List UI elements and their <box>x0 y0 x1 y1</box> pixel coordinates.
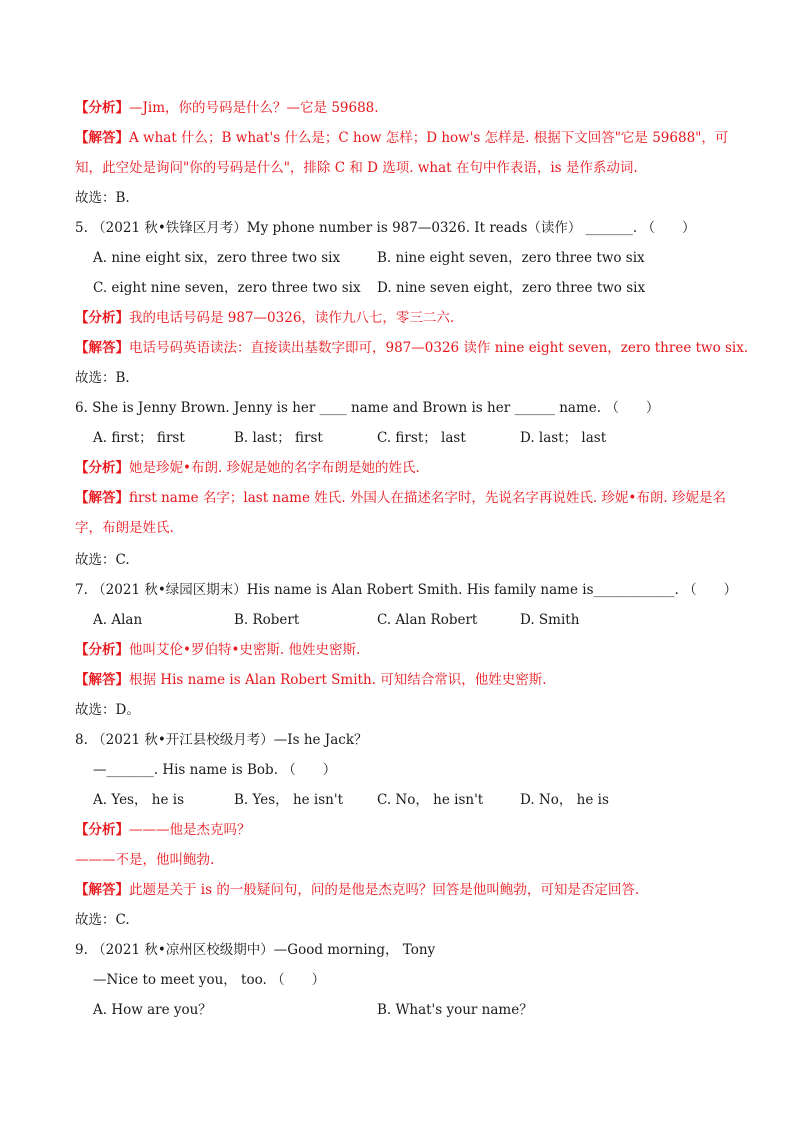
q8-stem: 8. （2021 秋•开江县校级月考）—Is he Jack？ <box>75 732 368 748</box>
q6-option-c: C. first； last <box>377 430 466 446</box>
q8-answer: 【解答】此题是关于 is 的一般疑问句，问的是他是杰克吗？回答是他叫鲍勃，可知是否定回答. <box>75 882 640 898</box>
q6-stem: 6. She is Jenny Brown. Jenny is her ____ name and Brown is her ______ name. （ ） <box>75 400 660 416</box>
q5-answer: 【解答】电话号码英语读法：直接读出基数字即可，987—0326 读作 nine eight seven，zero three two six. <box>75 340 749 356</box>
q7-option-d: D. Smith <box>520 612 580 628</box>
q9-option-a: A. How are you？ <box>93 1002 212 1018</box>
q4-answer-line1: 【解答】A what 什么；B what's 什么是；C how 怎样；D how's 怎样是. 根据下文回答"它是 59688"，可 <box>75 130 729 146</box>
q4-choice: 故选：B. <box>75 190 130 206</box>
q6-answer-line2: 字，布朗是姓氏. <box>75 520 174 536</box>
q7-option-a: A. Alan <box>93 612 143 628</box>
q7-choice: 故选：D。 <box>75 702 140 718</box>
q7-stem: 7. （2021 秋•绿园区期末）His name is Alan Robert Smith. His family name is____________. （ ） <box>75 582 738 598</box>
q6-answer-line1: 【解答】first name 名字；last name 姓氏. 外国人在描述名字时，先说名字再说姓氏. 珍妮•布朗. 珍妮是名 <box>75 490 726 506</box>
q8-option-c: C. No， he isn't <box>377 792 484 808</box>
q6-option-a: A. first； first <box>93 430 185 446</box>
q5-option-c: C. eight nine seven，zero three two six <box>93 280 361 296</box>
q6-choice: 故选：C. <box>75 552 130 568</box>
q8-stem-line2: —_______. His name is Bob. （ ） <box>93 762 337 778</box>
q8-analysis-line1: 【分析】———他是杰克吗？ <box>75 822 251 838</box>
q5-option-a: A. nine eight six，zero three two six <box>93 250 341 266</box>
q6-option-b: B. last； first <box>234 430 323 446</box>
q9-stem: 9. （2021 秋•凉州区校级期中）—Good morning， Tony <box>75 942 436 958</box>
q5-analysis: 【分析】我的电话号码是 987—0326，读作九八七，零三二六. <box>75 310 455 326</box>
q9-stem-line2: —Nice to meet you， too. （ ） <box>93 972 326 988</box>
q6-option-d: D. last； last <box>520 430 607 446</box>
q7-option-b: B. Robert <box>234 612 300 628</box>
q8-option-a: A. Yes， he is <box>93 792 184 808</box>
q8-choice: 故选：C. <box>75 912 130 928</box>
q6-analysis: 【分析】她是珍妮•布朗. 珍妮是她的名字布朗是她的姓氏. <box>75 460 420 476</box>
q4-analysis: 【分析】—Jim，你的号码是什么？—它是 59688. <box>75 100 379 116</box>
q8-analysis-line2: ———不是，他叫鲍勃. <box>75 852 215 868</box>
q5-choice: 故选：B. <box>75 370 130 386</box>
q5-option-b: B. nine eight seven，zero three two six <box>377 250 645 266</box>
q8-option-d: D. No， he is <box>520 792 609 808</box>
q7-analysis: 【分析】他叫艾伦•罗伯特•史密斯. 他姓史密斯. <box>75 642 361 658</box>
q4-answer-line2: 知，此空处是询问"你的号码是什么"，排除 C 和 D 选项. what 在句中作表语，is 是作系动词. <box>75 160 638 176</box>
q5-option-d: D. nine seven eight，zero three two six <box>377 280 646 296</box>
q5-stem: 5. （2021 秋•铁锋区月考）My phone number is 987—0326. It reads（读作） _______. （ ） <box>75 220 696 236</box>
q7-option-c: C. Alan Robert <box>377 612 478 628</box>
q8-option-b: B. Yes， he isn't <box>234 792 344 808</box>
q9-option-b: B. What's your name？ <box>377 1002 533 1018</box>
q7-answer: 【解答】根据 His name is Alan Robert Smith. 可知结合常识，他姓史密斯. <box>75 672 547 688</box>
